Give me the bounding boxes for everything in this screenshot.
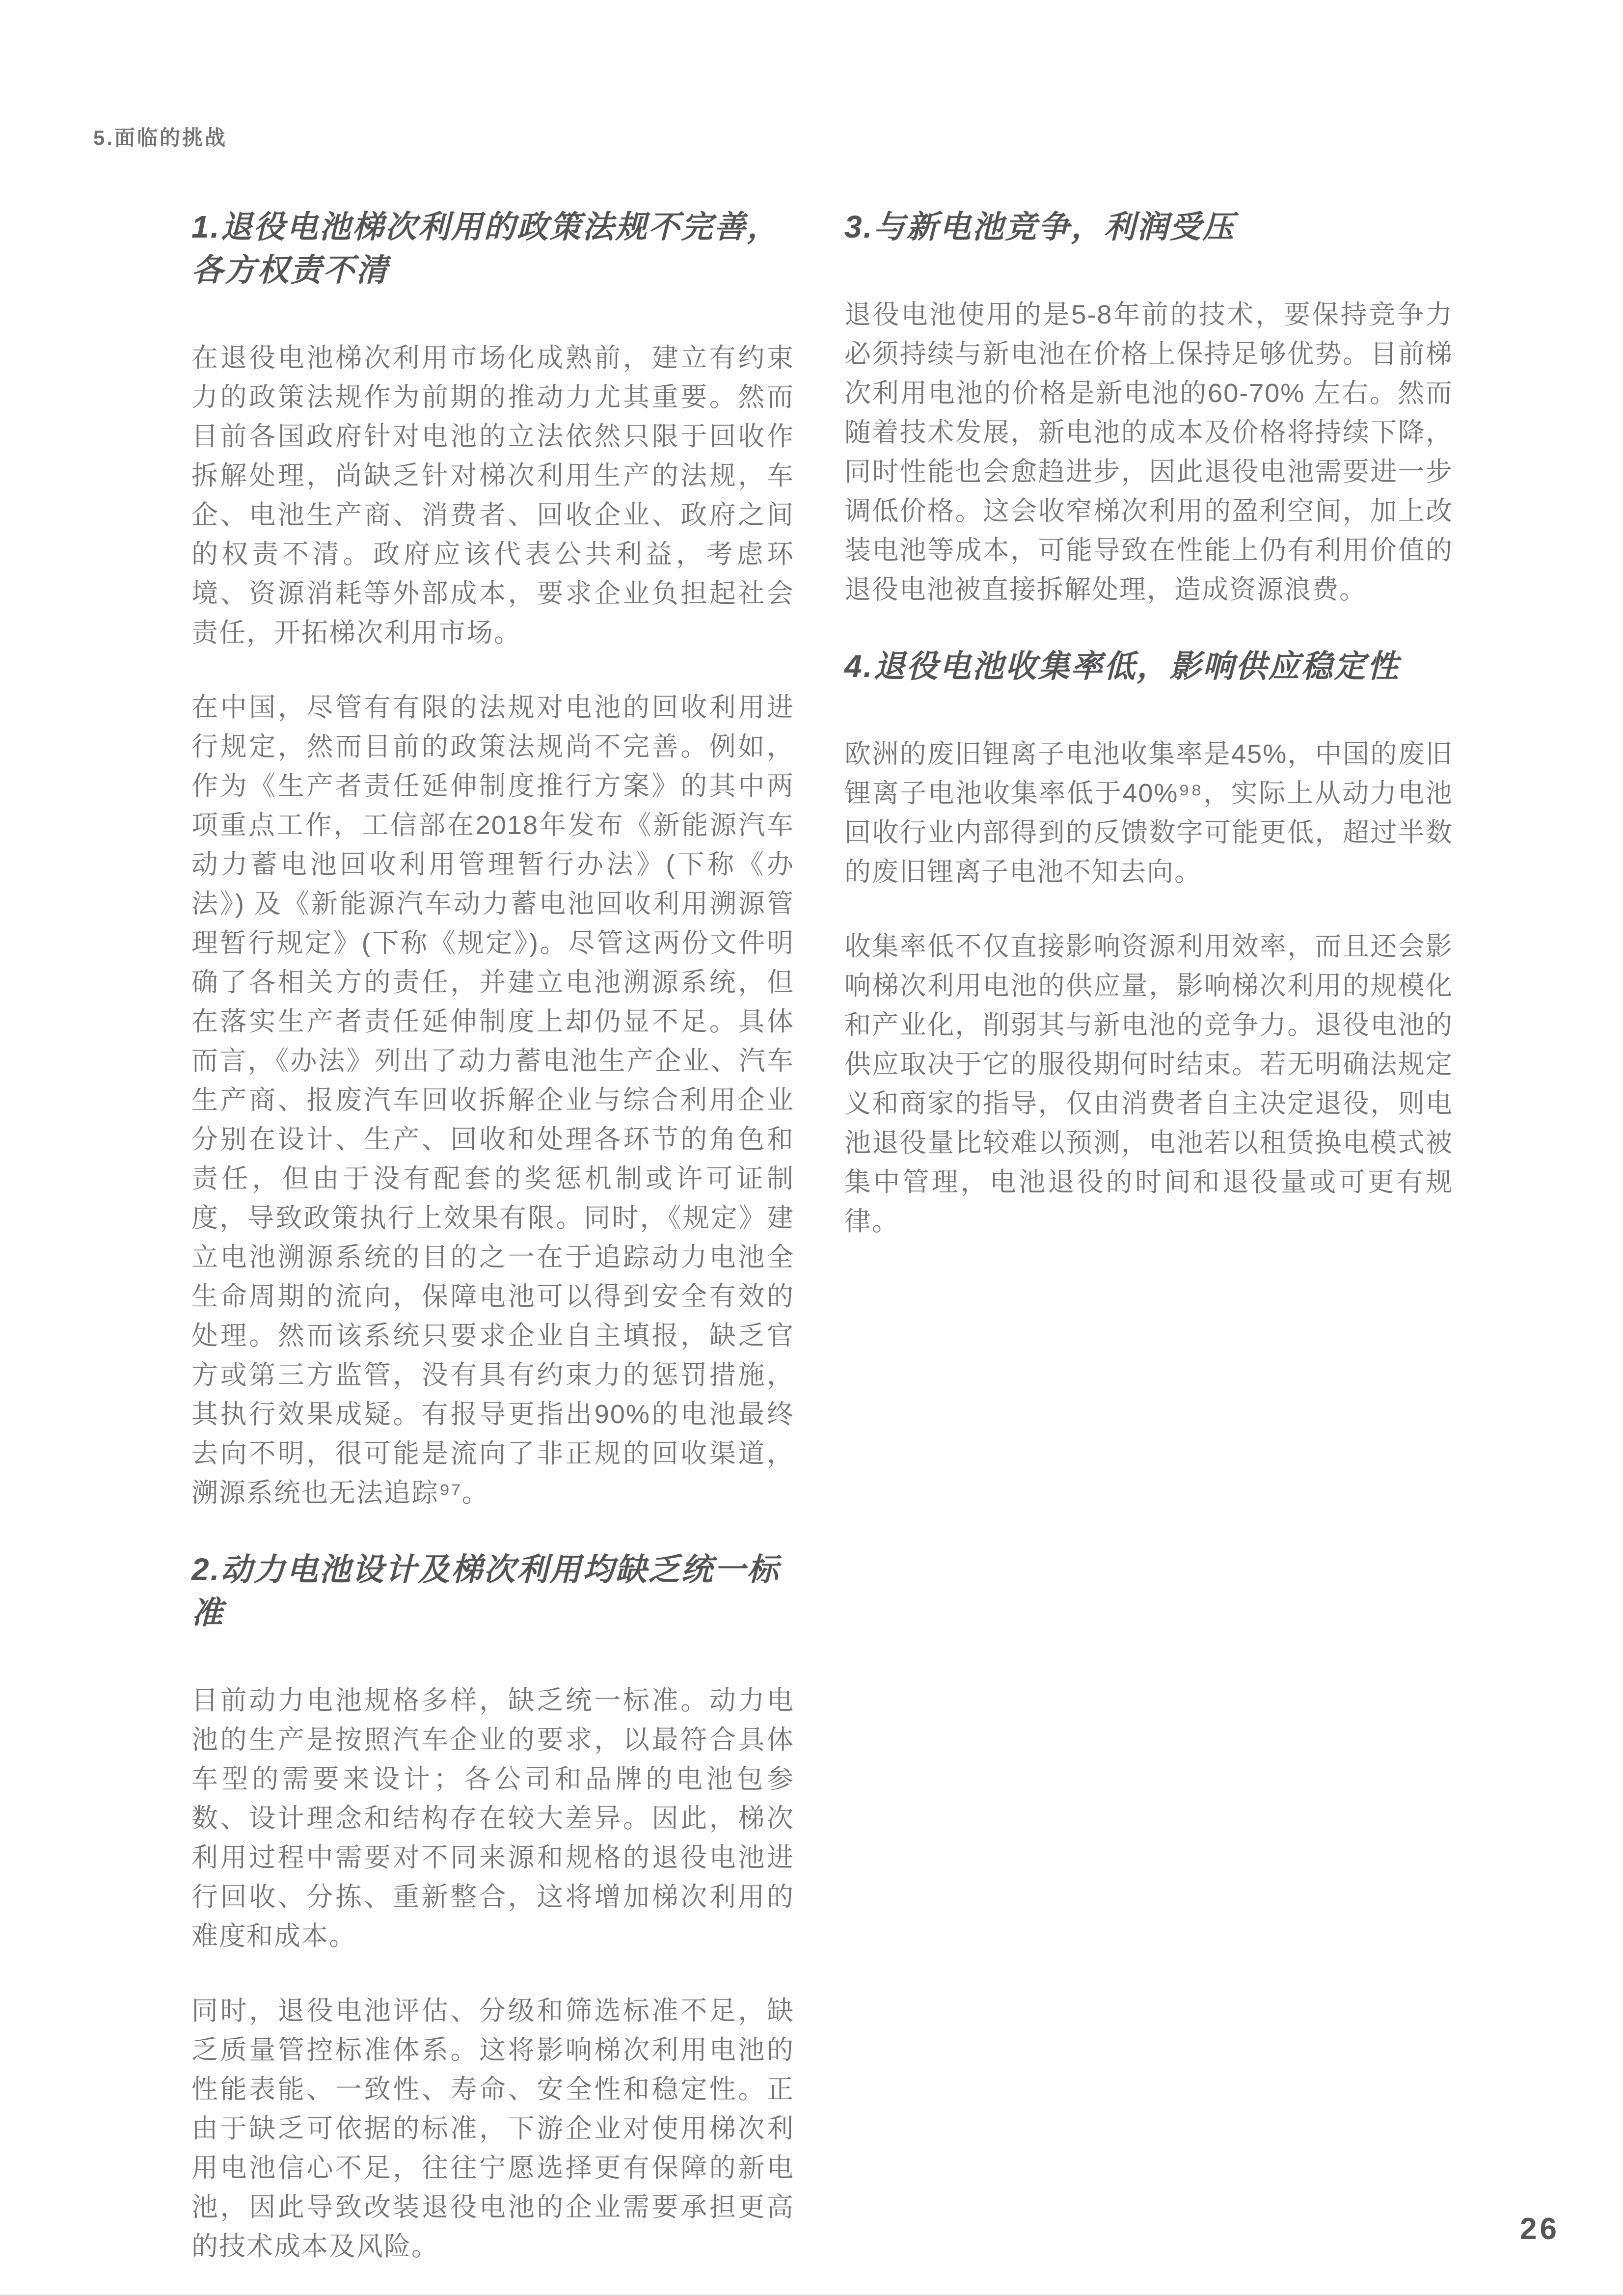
section-heading-2: 2.动力电池设计及梯次利用均缺乏统一标准	[191, 1552, 780, 1630]
paragraph: 退役电池使用的是5-8年前的技术，要保持竞争力必须持续与新电池在价格上保持足够优势。目前梯次利用电池的价格是新电池的60-70% 左右。然而随着技术发展，新电池的成本及价格将持续下降，同时性能也会愈趋进步，因此退役电池需要进一步调低价格。这会收窄梯次利用的盈利空间，加上改装电池等成本，可能导致在性能上仍有利用价值的退役电池被直接拆解处理，造成资源浪费。	[844, 300, 1453, 604]
running-header: 5.面临的挑战	[93, 126, 228, 149]
paragraph: 目前动力电池规格多样，缺乏统一标准。动力电池的生产是按照汽车企业的要求，以最符合具体车型的需要来设计；各公司和品牌的电池包参数、设计理念和结构存在较大差异。因此，梯次利用过程中需要对不同来源和规格的退役电池进行回收、分拣、重新整合，这将增加梯次利用的难度和成本。	[191, 1686, 794, 1951]
section-heading-3: 3.与新电池竞争，利润受压	[844, 209, 1236, 244]
section-heading-4: 4.退役电池收集率低，影响供应稳定性	[844, 648, 1400, 684]
right-column	[844, 205, 1453, 1276]
page-number: 26	[1520, 2212, 1560, 2246]
paragraph: 收集率低不仅直接影响资源利用效率，而且还会影响梯次利用电池的供应量，影响梯次利用的规模化和产业化，削弱其与新电池的竞争力。退役电池的供应取决于它的服役期何时结束。若无明确法规定义和商家的指导，仅由消费者自主决定退役，则电池退役量比较难以预测，电池若以租赁换电模式被集中管理，电池退役的时间和退役量或可更有规律。	[844, 932, 1453, 1236]
paragraph: 欧洲的废旧锂离子电池收集率是45%，中国的废旧锂离子电池收集率低于40%⁹⁸，实际上从动力电池回收行业内部得到的反馈数字可能更低，超过半数的废旧锂离子电池不知去向。	[844, 739, 1453, 887]
left-column	[191, 205, 794, 2296]
paragraph: 在退役电池梯次利用市场化成熟前，建立有约束力的政策法规作为前期的推动力尤其重要。然而目前各国政府针对电池的立法依然只限于回收作拆解处理，尚缺乏针对梯次利用生产的法规，车企、电池生产商、消费者、回收企业、政府之间的权责不清。政府应该代表公共利益，考虑环境、资源消耗等外部成本，要求企业负担起社会责任，开拓梯次利用市场。	[191, 343, 794, 648]
section-heading-1: 1.退役电池梯次利用的政策法规不完善，各方权责不清	[191, 209, 780, 288]
paragraph: 在中国，尽管有有限的法规对电池的回收利用进行规定，然而目前的政策法规尚不完善。例如，作为《生产者责任延伸制度推行方案》的其中两项重点工作，工信部在2018年发布《新能源汽车动力蓄电池回收利用管理暂行办法》(下称《办法》) 及《新能源汽车动力蓄电池回收利用溯源管理暂行规定》(下称《规定》)。尽管这两份文件明确了各相关方的责任，并建立电池溯源系统，但在落实生产者责任延伸制度上却仍显不足。具体而言，《办法》列出了动力蓄电池生产企业、汽车生产商、报废汽车回收拆解企业与综合利用企业分别在设计、生产、回收和处理各环节的角色和责任，但由于没有配套的奖惩机制或许可证制度，导致政策执行上效果有限。同时，《规定》建立电池溯源系统的目的之一在于追踪动力电池全生命周期的流向，保障电池可以得到安全有效的处理。然而该系统只要求企业自主填报，缺乏官方或第三方监管，没有具有约束力的惩罚措施，其执行效果成疑。有报导更指出90%的电池最终去向不明，很可能是流向了非正规的回收渠道，溯源系统也无法追踪⁹⁷。	[191, 693, 794, 1508]
paragraph: 同时，退役电池评估、分级和筛选标准不足，缺乏质量管控标准体系。这将影响梯次利用电池的性能表能、一致性、寿命、安全性和稳定性。正由于缺乏可依据的标准，下游企业对使用梯次利用电池信心不足，往往宁愿选择更有保障的新电池，因此导致改装退役电池的企业需要承担更高的技术成本及风险。	[191, 1996, 794, 2261]
